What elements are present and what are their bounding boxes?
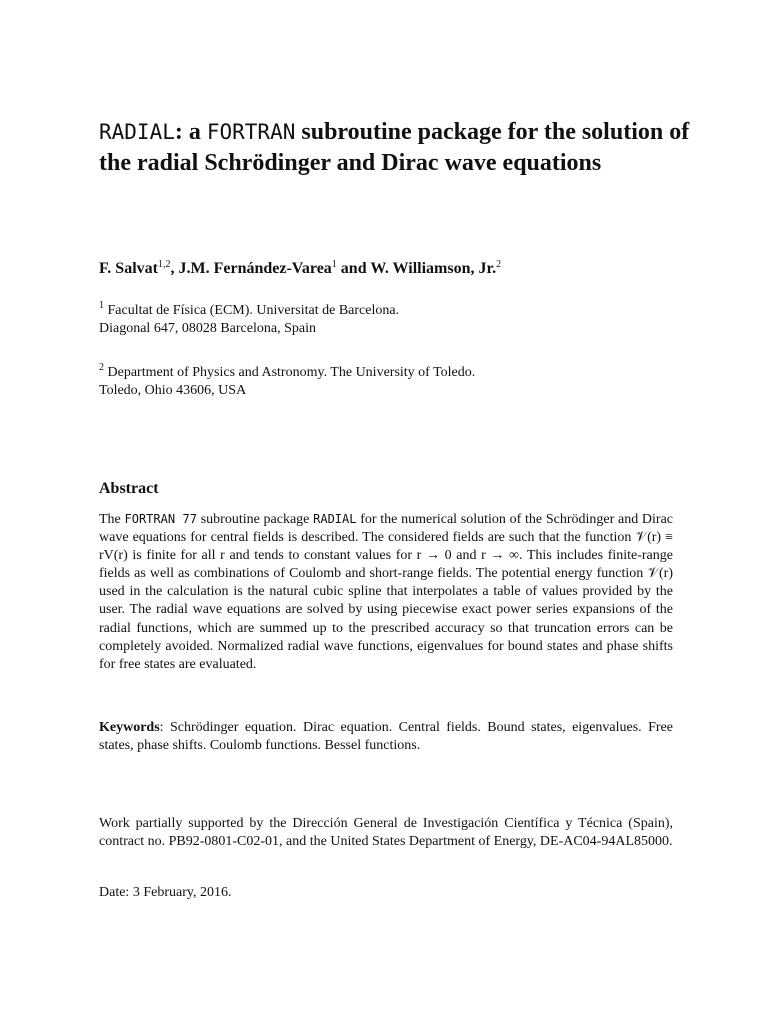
abstract-code-fortran77: FORTRAN 77	[124, 512, 197, 526]
title-code-radial: RADIAL	[99, 120, 175, 144]
abstract-heading: Abstract	[99, 480, 159, 497]
keywords-label: Keywords	[99, 720, 160, 735]
affiliation-2-line1: Department of Physics and Astronomy. The University of Toledo.	[104, 365, 476, 380]
keywords-text: : Schrödinger equation. Dirac equation. Central fields. Bound states, eigenvalues. Free states, phase shifts. Coulomb functions. Bessel functions.	[99, 720, 673, 754]
author-williamson: W. Williamson, Jr.	[370, 260, 497, 277]
abstract-text-1: The	[99, 512, 125, 527]
keywords-paragraph	[99, 719, 673, 755]
affiliation-2	[99, 364, 699, 400]
author-separator: and	[336, 260, 371, 277]
author-salvat: F. Salvat	[99, 260, 158, 277]
author-list	[99, 259, 719, 279]
abstract-body	[99, 510, 673, 674]
affiliation-1-line2: Diagonal 647, 08028 Barcelona, Spain	[99, 321, 316, 336]
title-text-2: subroutine package for the solution of the radial Schrödinger and Dirac wave equations	[99, 119, 690, 176]
affiliation-1	[99, 302, 699, 338]
affiliation-1-mark: 1	[99, 300, 104, 311]
title-text-1: : a	[174, 119, 207, 145]
abstract-code-radial: RADIAL	[313, 512, 357, 526]
author-fernandez-varea-affil: 1	[331, 259, 337, 270]
author-williamson-affil: 2	[496, 259, 502, 270]
author-fernandez-varea: J.M. Fernández-Varea	[178, 260, 332, 277]
author-salvat-affil: 1,2	[157, 259, 171, 270]
affiliation-1-line1: Facultat de Física (ECM). Universitat de Barcelona.	[104, 303, 400, 318]
paper-title	[99, 117, 699, 179]
author-separator: ,	[170, 260, 179, 277]
funding-note: Work partially supported by the Dirección General de Investigación Científica y Técnica (Spain), contract no. PB92-0801-C02-01, and the United States Department of Energy, DE-AC04-94AL85000.	[99, 816, 673, 850]
abstract-text-3: for the numerical solution of the Schrödinger and Dirac wave equations for central fields is described. The considered fields are such that the function 𝒱(r) ≡ rV(r) is finite for all r and tends to constant values for r → 0 and r → ∞. This includes finite-range fields as well as combinations of Coulomb and short-range fields. The potential energy function 𝒱(r) used in the calculation is the natural cubic spline that interpolates a table of values provided by the user. The radial wave equations are solved by using piecewise exact power series expansions of the radial functions, which are summed up to the prescribed accuracy so that truncation errors can be completely avoided. Normalized radial wave functions, eigenvalues for bound states and phase shifts for free states are evaluated.	[99, 512, 674, 672]
affiliation-2-line2: Toledo, Ohio 43606, USA	[99, 383, 247, 398]
date-line: Date: 3 February, 2016.	[99, 885, 232, 900]
title-code-fortran: FORTRAN	[206, 120, 296, 144]
abstract-text-2: subroutine package	[196, 512, 314, 527]
affiliation-2-mark: 2	[99, 362, 104, 373]
